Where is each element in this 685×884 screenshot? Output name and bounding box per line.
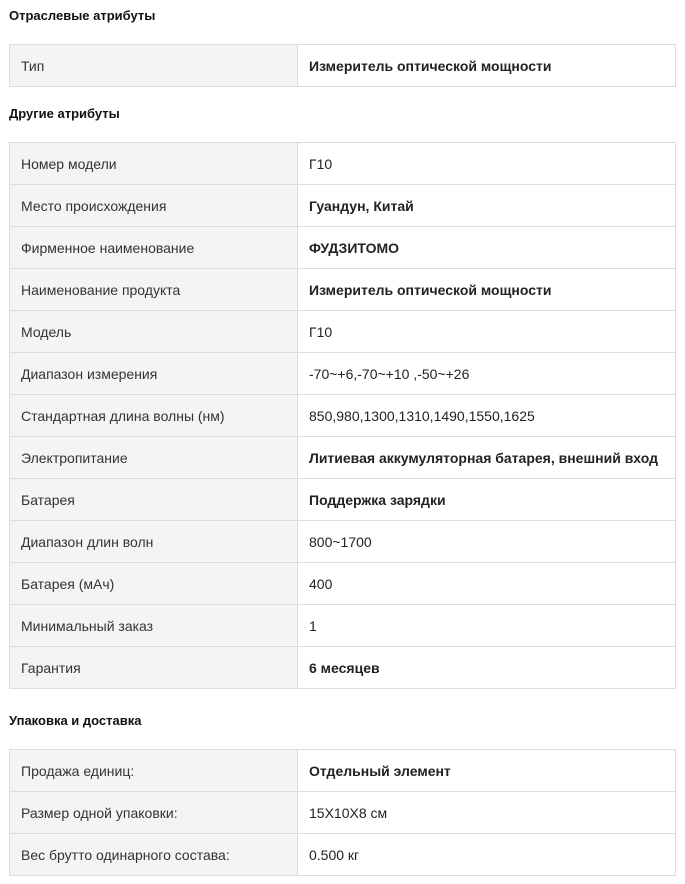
attribute-name: Размер одной упаковки: xyxy=(10,792,298,834)
section-title-other-attributes: Другие атрибуты xyxy=(9,106,120,121)
attribute-value: 6 месяцев xyxy=(298,647,676,689)
attribute-value: Литиевая аккумуляторная батарея, внешний вход xyxy=(298,437,676,479)
attribute-name: Батарея xyxy=(10,479,298,521)
attribute-value: 850,980,1300,1310,1490,1550,1625 xyxy=(298,395,676,437)
attribute-value: -70~+6,-70~+10 ,-50~+26 xyxy=(298,353,676,395)
attribute-value: Измеритель оптической мощности xyxy=(298,269,676,311)
table-row xyxy=(10,792,676,834)
table-row xyxy=(10,521,676,563)
table-row xyxy=(10,185,676,227)
attribute-name: Фирменное наименование xyxy=(10,227,298,269)
attribute-name: Модель xyxy=(10,311,298,353)
table-row xyxy=(10,311,676,353)
table-row xyxy=(10,563,676,605)
attribute-value: 800~1700 xyxy=(298,521,676,563)
attribute-name: Диапазон длин волн xyxy=(10,521,298,563)
attribute-value: 400 xyxy=(298,563,676,605)
packaging-delivery-table xyxy=(9,749,676,876)
attribute-value: Г10 xyxy=(298,311,676,353)
section-title-packaging-delivery: Упаковка и доставка xyxy=(9,713,142,728)
attribute-value: Поддержка зарядки xyxy=(298,479,676,521)
attribute-value: Гуандун, Китай xyxy=(298,185,676,227)
table-row xyxy=(10,647,676,689)
attribute-name: Диапазон измерения xyxy=(10,353,298,395)
table-row xyxy=(10,834,676,876)
table-row xyxy=(10,269,676,311)
table-row xyxy=(10,45,676,87)
attribute-name: Вес брутто одинарного состава: xyxy=(10,834,298,876)
table-row xyxy=(10,750,676,792)
other-attributes-table xyxy=(9,142,676,689)
attribute-name: Наименование продукта xyxy=(10,269,298,311)
table-row xyxy=(10,143,676,185)
attribute-name: Номер модели xyxy=(10,143,298,185)
table-row xyxy=(10,479,676,521)
table-row xyxy=(10,605,676,647)
attribute-name: Электропитание xyxy=(10,437,298,479)
attribute-name: Продажа единиц: xyxy=(10,750,298,792)
attribute-value: 15X10X8 см xyxy=(298,792,676,834)
attribute-value: 0.500 кг xyxy=(298,834,676,876)
attribute-value: Г10 xyxy=(298,143,676,185)
attribute-name: Тип xyxy=(10,45,298,87)
attribute-name: Место происхождения xyxy=(10,185,298,227)
attribute-value: Измеритель оптической мощности xyxy=(298,45,676,87)
industry-attributes-table xyxy=(9,44,676,87)
attribute-name: Гарантия xyxy=(10,647,298,689)
attribute-name: Батарея (мАч) xyxy=(10,563,298,605)
attribute-value: 1 xyxy=(298,605,676,647)
table-row xyxy=(10,395,676,437)
section-title-industry-attributes: Отраслевые атрибуты xyxy=(9,8,156,23)
table-row xyxy=(10,227,676,269)
table-row xyxy=(10,437,676,479)
attribute-value: ФУДЗИТОМО xyxy=(298,227,676,269)
attribute-value: Отдельный элемент xyxy=(298,750,676,792)
attribute-name: Стандартная длина волны (нм) xyxy=(10,395,298,437)
attribute-name: Минимальный заказ xyxy=(10,605,298,647)
table-row xyxy=(10,353,676,395)
